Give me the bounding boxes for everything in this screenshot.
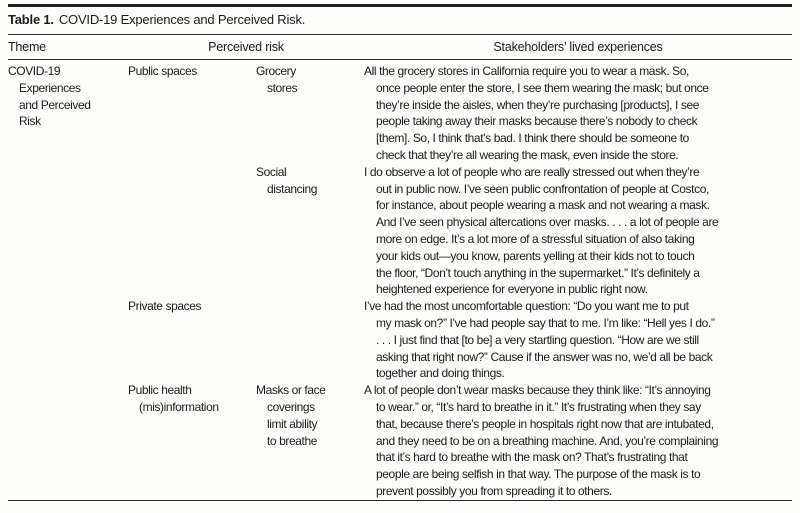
text-line: [them]. So, I think that’s bad. I think there should be someone to: [376, 131, 689, 146]
text-line: they’re inside the aisles, when they’re purchasing [products], I see: [376, 97, 699, 112]
text-line: to wear.” or, “It’s hard to breathe in it.” It’s frustrating when they say: [376, 399, 701, 414]
text-line: people taking away their masks because there’s nobody to check: [376, 114, 698, 129]
table-sheet: [0, 4, 800, 501]
table-rows: [128, 63, 792, 500]
text-line: Experiences: [19, 80, 81, 95]
table-header-row: [8, 35, 792, 59]
text-line: together and doing things.: [376, 366, 505, 381]
text-line: distancing: [267, 181, 318, 196]
table-title-label: Table 1.: [8, 11, 54, 27]
text-line: more on edge. It’s a lot more of a stressful situation of also taking: [376, 231, 695, 246]
column-header-perceived-risk: Perceived risk: [208, 39, 284, 54]
risk-subcategory-cell: [256, 298, 364, 382]
risk-subcategory-cell: [256, 63, 364, 164]
text-line: Private spaces: [128, 299, 202, 314]
text-line: my mask on?” I’ve had people say that to me. I’m like: “Hell yes I do.”: [376, 315, 715, 330]
table-row: [128, 382, 792, 500]
text-line: people are being selfish in that way. The purpose of the mask is to: [376, 467, 701, 482]
text-line: Masks or face: [256, 383, 326, 398]
column-header-theme: Theme: [8, 39, 46, 54]
table-title-text: COVID-19 Experiences and Perceived Risk.: [58, 11, 306, 27]
text-line: A lot of people don’t wear masks because they think like: “It’s annoying: [364, 383, 711, 398]
text-line: to breathe: [267, 433, 318, 448]
text-line: COVID-19: [8, 64, 61, 78]
risk-subcategory-cell: [256, 164, 364, 298]
table-row: [128, 298, 792, 382]
bottom-rule: [8, 500, 792, 502]
top-rule: [8, 4, 792, 7]
text-line: prevent possibly you from spreading it to others.: [376, 483, 612, 498]
quote-cell: [364, 382, 792, 500]
table-body: [8, 63, 792, 500]
text-line: and they need to be on a breathing machine. And, you’re complaining: [376, 433, 719, 448]
table-title: [8, 11, 792, 29]
table-row: [128, 63, 792, 164]
text-line: limit ability: [267, 416, 318, 431]
text-line: Grocery: [256, 64, 296, 78]
text-line: Risk: [19, 114, 41, 129]
text-line: heightened experience for everyone in public right now.: [376, 282, 648, 297]
table-row: [128, 164, 792, 298]
text-line: that, because there’s people in hospitals right now that are intubated,: [376, 416, 714, 431]
text-line: that it’s hard to breathe with the mask on? That’s frustrating that: [376, 450, 688, 465]
text-line: coverings: [267, 399, 315, 414]
text-line: once people enter the store, I see them wearing the mask; but once: [376, 80, 709, 95]
text-line: I’ve had the most uncomfortable question: “Do you want me to put: [364, 299, 689, 314]
text-line: . . . I just find that [to be] a very startling question. “How are we still: [376, 332, 699, 347]
theme-cell: [8, 63, 128, 500]
text-line: Public health: [128, 383, 192, 398]
text-line: (mis)information: [139, 399, 219, 414]
quote-cell: [364, 164, 792, 298]
risk-category-cell: [128, 298, 256, 382]
column-header-experiences: Stakeholders’ lived experiences: [493, 39, 663, 54]
text-line: out in public now. I’ve seen public confrontation of people at Costco,: [376, 181, 709, 196]
risk-category-cell: [128, 382, 256, 500]
text-line: your kids out—you know, parents yelling at their kids not to touch: [376, 248, 695, 263]
risk-subcategory-cell: [256, 382, 364, 500]
text-line: asking that right now?” Cause if the answer was no, we’d all be back: [376, 349, 713, 364]
text-line: for instance, about people wearing a mask and not wearing a mask.: [376, 198, 710, 213]
text-line: check that they’re all wearing the mask, even inside the store.: [376, 147, 679, 162]
quote-cell: [364, 298, 792, 382]
risk-category-cell: [128, 63, 256, 164]
text-line: stores: [267, 80, 298, 95]
text-line: the floor, “Don’t touch anything in the supermarket.” It’s definitely a: [376, 265, 700, 280]
risk-category-cell: [128, 164, 256, 298]
text-line: I do observe a lot of people who are really stressed out when they’re: [364, 164, 700, 179]
text-line: and Perceived: [19, 97, 91, 112]
text-line: And I’ve seen physical altercations over masks. . . . a lot of people are: [376, 215, 719, 230]
quote-cell: [364, 63, 792, 164]
header-divider-rule: [8, 59, 792, 61]
text-line: Social: [256, 164, 287, 179]
text-line: All the grocery stores in California require you to wear a mask. So,: [364, 64, 689, 78]
text-line: Public spaces: [128, 64, 197, 78]
